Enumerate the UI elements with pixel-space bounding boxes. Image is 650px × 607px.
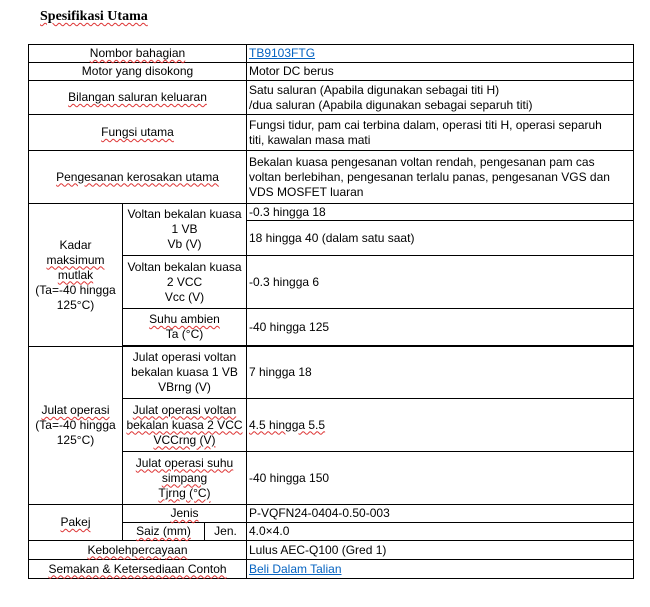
- channels-line-1: Satu saluran (Apabila digunakan sebagai titi H): [249, 82, 500, 97]
- spec-table: [28, 44, 634, 579]
- channels-value: [247, 81, 634, 115]
- tjrng-param-label: Julat operasi suhu simpang Tjrng (°C): [123, 452, 247, 505]
- package-size-label: Saiz (mm): [123, 523, 205, 541]
- table-row: [29, 45, 634, 63]
- vb-value-1: -0.3 hingga 18: [247, 204, 634, 221]
- part-number-link[interactable]: TB9103FTG: [249, 46, 316, 60]
- tjrng-value: -40 hingga 150: [247, 452, 634, 505]
- package-type-value: P-VQFN24-0404-0.50-003: [247, 505, 634, 523]
- sample-label: Semakan & Ketersediaan Contoh: [29, 560, 247, 579]
- functions-label: Fungsi utama: [29, 115, 247, 151]
- sample-value: [247, 560, 634, 579]
- table-row: [29, 63, 634, 81]
- buy-online-link[interactable]: Beli Dalam Talian: [249, 561, 342, 576]
- ta-param-label: Suhu ambien Ta (°C): [123, 309, 247, 346]
- table-row: [29, 505, 634, 523]
- reliability-value: Lulus AEC-Q100 (Gred 1): [247, 541, 634, 560]
- table-row: [29, 81, 634, 115]
- vcc-param-label: Voltan bekalan kuasa 2 VCC Vcc (V): [123, 256, 247, 309]
- motor-label: Motor yang disokong: [29, 63, 247, 81]
- vbrng-param-label: Julat operasi voltan bekalan kuasa 1 VB VBrng (V): [123, 347, 247, 399]
- vb-param-label: Voltan bekalan kuasa 1 VB Vb (V): [123, 204, 247, 256]
- fault-label: Pengesanan kerosakan utama: [29, 151, 247, 204]
- part-number-value: [247, 45, 634, 63]
- fault-line-2: voltan berlebihan, pengesanan terlalu panas, pengesanan VGS dan: [249, 169, 610, 184]
- package-size-value: 4.0×4.0: [247, 523, 634, 541]
- abs-max-group-label: Kadar maksimum mutlak (Ta=-40 hingga 125°C): [29, 204, 123, 347]
- functions-line-2: titi, kawalan masa mati: [249, 132, 371, 147]
- vcc-value: -0.3 hingga 6: [247, 256, 634, 309]
- functions-line-1: Fungsi tidur, pam cai terbina dalam, operasi titi H, operasi separuh: [249, 117, 602, 132]
- page-title: Spesifikasi Utama: [40, 9, 148, 24]
- reliability-label: Kebolehpercayaan: [29, 541, 247, 560]
- op-range-group-label: Julat operasi (Ta=-40 hingga 125°C): [29, 347, 123, 505]
- package-size-sub: Jen.: [205, 523, 247, 541]
- motor-value: Motor DC berus: [247, 63, 634, 81]
- vb-value-2: 18 hingga 40 (dalam satu saat): [247, 221, 634, 256]
- table-row: [29, 115, 634, 151]
- table-row: [29, 151, 634, 204]
- channels-line-2: /dua saluran (Apabila digunakan sebagai separuh titi): [249, 97, 533, 112]
- part-number-label: Nombor bahagian: [29, 45, 247, 63]
- vccrng-value: 4.5 hingga 5.5: [247, 399, 634, 452]
- fault-value: [247, 151, 634, 204]
- functions-value: [247, 115, 634, 151]
- fault-line-3: VDS MOSFET luaran: [249, 184, 364, 199]
- ta-value: -40 hingga 125: [247, 309, 634, 346]
- vccrng-param-label: Julat operasi voltan bekalan kuasa 2 VCC VCCrng (V): [123, 399, 247, 452]
- fault-line-1: Bekalan kuasa pengesanan voltan rendah, pengesanan pam cas: [249, 154, 595, 169]
- package-label: Pakej: [29, 505, 123, 541]
- table-row: [29, 347, 634, 399]
- channels-label: Bilangan saluran keluaran: [29, 81, 247, 115]
- package-type-label: Jenis: [123, 505, 247, 523]
- vbrng-value: 7 hingga 18: [247, 347, 634, 399]
- table-row: [29, 541, 634, 560]
- table-row: [29, 204, 634, 221]
- table-row: [29, 560, 634, 579]
